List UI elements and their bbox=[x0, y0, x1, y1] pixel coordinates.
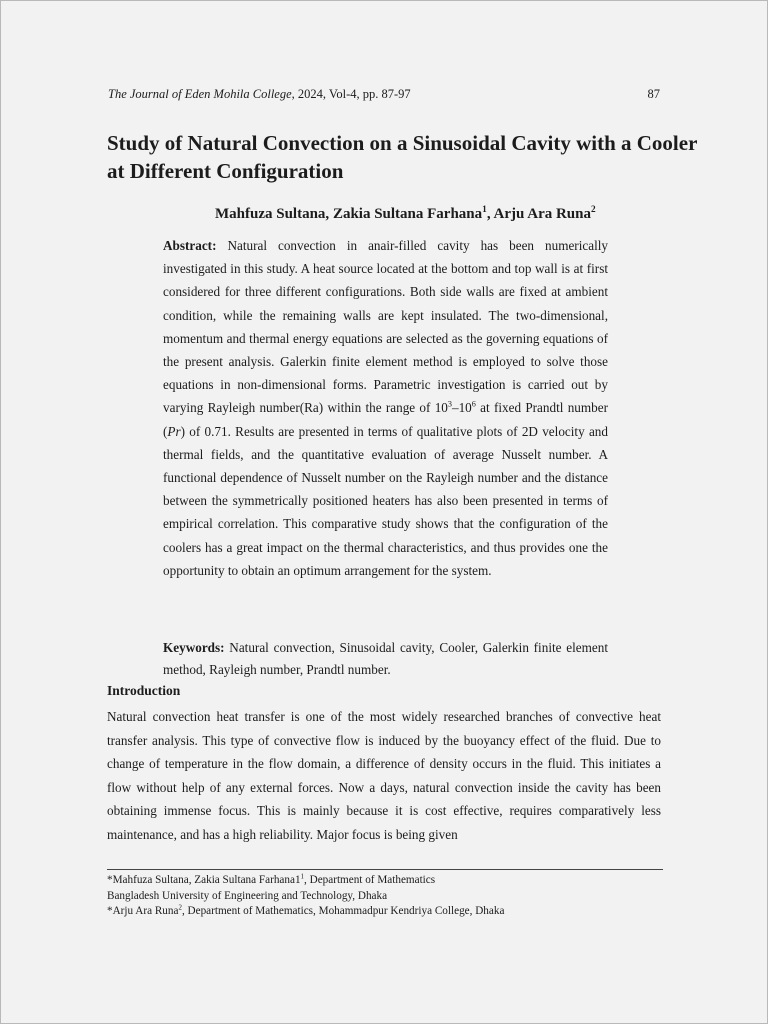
footnote-mark: 1 bbox=[300, 872, 305, 881]
exponent: 3 bbox=[447, 400, 452, 410]
paper-title: Study of Natural Convection on a Sinusoidal Cavity with a Cooler at Different Configuration bbox=[107, 131, 698, 183]
journal-details: , 2024, Vol-4, pp. 87-97 bbox=[291, 87, 411, 101]
author-name: , Arju Ara Runa bbox=[486, 206, 591, 222]
footnote-text: *Mahfuza Sultana, Zakia Sultana Farhana1 bbox=[107, 874, 301, 886]
abstract-text: ) of 0.71. Results are presented in terms of qualitative plots of 2D velocity and thermal fields, and the quantitative evaluation of average Nusselt number. A functional dependence of Nusselt number on the Rayleigh number and the distance between the symmetrically positioned heaters has also been presented in terms of empirical correlation. This comparative study shows that the configuration of the coolers has a great impact on the thermal characteristics, and thus provides one the opportunity to obtain an optimum arrangement for the system. bbox=[163, 423, 608, 578]
running-header bbox=[108, 87, 660, 102]
keywords-label: Keywords: bbox=[163, 640, 225, 655]
footnote-text: , Department of Mathematics bbox=[304, 874, 436, 886]
footnote-line bbox=[107, 904, 667, 920]
footnotes bbox=[107, 873, 667, 920]
abstract-label: Abstract: bbox=[163, 238, 217, 253]
prandtl-symbol: Pr bbox=[167, 423, 181, 439]
abstract-text: Natural convection in anair-filled cavity has been numerically investigated in this study. A heat source located at the bottom and top wall is at first considered for three different configurations. Both side walls are fixed at ambient condition, while the remaining walls are kept insulated. The two-dimensional, momentum and thermal energy equations are selected as the governing equations of the present analysis. Galerkin finite element method is employed to solve those equations in non-dimensional forms. Parametric investigation is carried out by varying Rayleigh number(Ra) within the range of 10 bbox=[163, 238, 608, 416]
journal-name: The Journal of Eden Mohila College bbox=[108, 87, 292, 101]
journal-citation bbox=[108, 87, 411, 102]
author-affiliation-mark: 2 bbox=[591, 205, 596, 215]
footnote-divider bbox=[107, 869, 663, 870]
page-number: 87 bbox=[647, 87, 660, 101]
author-list bbox=[215, 206, 596, 223]
keywords bbox=[163, 637, 608, 681]
footnote-line: Bangladesh University of Engineering and Technology, Dhaka bbox=[107, 889, 388, 902]
footnote-text: *Arju Ara Runa bbox=[107, 905, 179, 917]
author-name: Mahfuza Sultana, bbox=[215, 206, 333, 222]
keywords-text: Natural convection, Sinusoidal cavity, Cooler, Galerkin finite element method, Rayleigh number, Prandtl number. bbox=[163, 640, 608, 677]
footnote-text: , Department of Mathematics, Mohammadpur Kendriya College, Dhaka bbox=[181, 905, 505, 917]
abstract-text: –10 bbox=[451, 400, 472, 416]
exponent: 6 bbox=[471, 400, 476, 410]
author-affiliation-mark: 1 bbox=[482, 205, 487, 215]
abstract-text: at fixed Prandtl number ( bbox=[163, 400, 608, 439]
section-heading-introduction: Introduction bbox=[107, 683, 181, 698]
introduction-paragraph: Natural convection heat transfer is one of the most widely researched branches of convective heat transfer analysis. This type of convective flow is induced by the buoyancy effect of the fluid. Due to change of temperature in the flow domain, a difference of density occurs in the fluid. This initiates a flow without help of any external forces. Now a days, natural convection inside the cavity has been obtaining immense focus. This is mainly because it is cost effective, requires comparatively less maintenance, and has a high reliability. Major focus is being given bbox=[107, 709, 661, 842]
author-name: Zakia Sultana Farhana bbox=[332, 206, 483, 222]
footnote-mark: 2 bbox=[178, 903, 182, 912]
abstract bbox=[163, 234, 608, 582]
footnote-line bbox=[107, 873, 667, 889]
